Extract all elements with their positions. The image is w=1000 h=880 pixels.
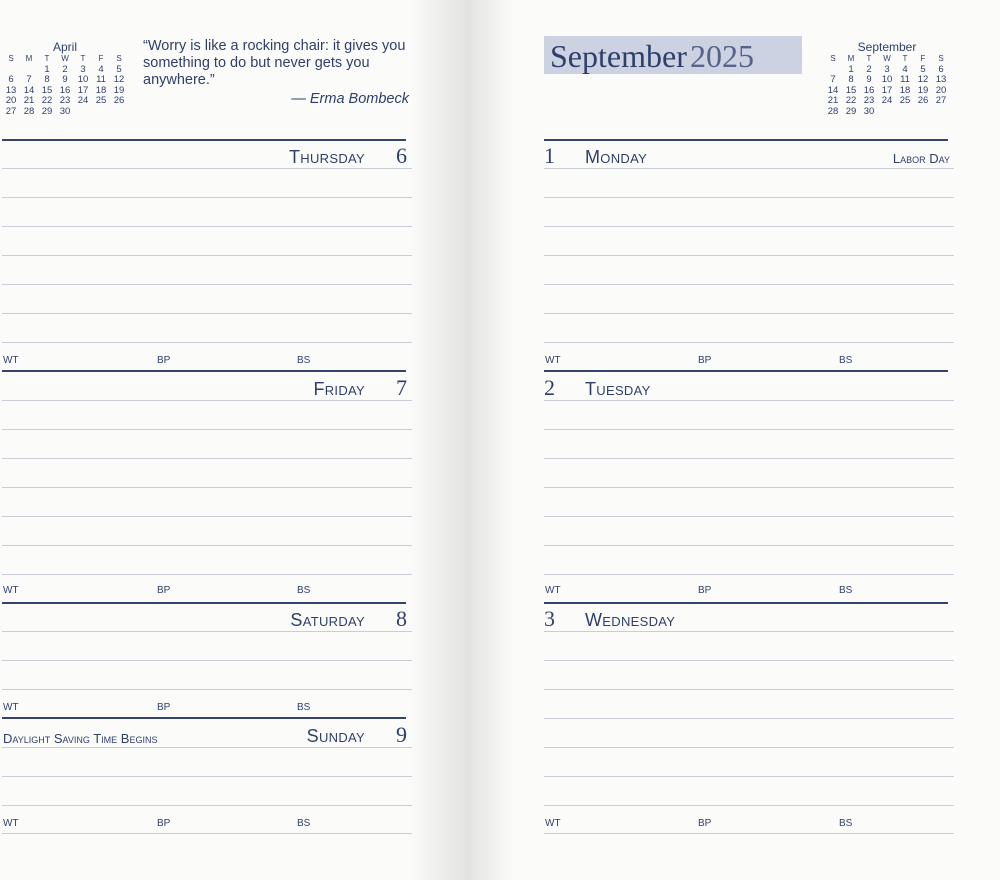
ruled-line bbox=[2, 226, 412, 227]
ruled-line bbox=[544, 168, 954, 169]
calendar-date: 12 bbox=[917, 74, 929, 85]
calendar-date: 16 bbox=[863, 84, 875, 96]
ruled-line bbox=[2, 805, 412, 806]
calendar-date: 9 bbox=[866, 74, 872, 85]
ruled-line bbox=[544, 631, 954, 632]
tracker-bs: BS bbox=[297, 355, 311, 366]
calendar-date: 21 bbox=[23, 95, 35, 106]
tracker-bs: BS bbox=[297, 818, 311, 829]
ruled-line bbox=[544, 776, 954, 777]
calendar-date: 9 bbox=[62, 74, 68, 85]
ruled-line bbox=[544, 313, 954, 314]
ruled-line bbox=[2, 689, 412, 690]
ruled-line bbox=[2, 168, 412, 169]
ruled-line bbox=[2, 660, 412, 661]
tracker-bp: BP bbox=[698, 585, 712, 596]
day-name-saturday: Saturday bbox=[290, 610, 365, 630]
day-divider bbox=[2, 139, 406, 141]
calendar-date: 27 bbox=[5, 105, 17, 117]
weekday-header: M bbox=[25, 54, 33, 63]
mini-calendar-month: April bbox=[52, 40, 77, 54]
calendar-date: 10 bbox=[77, 74, 89, 85]
ruled-line bbox=[544, 574, 954, 575]
calendar-date: 4 bbox=[98, 63, 104, 75]
ruled-line bbox=[2, 400, 412, 401]
calendar-date: 26 bbox=[113, 95, 125, 106]
calendar-date: 3 bbox=[884, 63, 890, 75]
calendar-date: 14 bbox=[827, 84, 839, 96]
day-divider bbox=[2, 602, 406, 604]
calendar-date: 17 bbox=[881, 84, 893, 96]
quote-author: — Erma Bombeck bbox=[291, 91, 409, 107]
day-name-monday: Monday bbox=[585, 147, 648, 167]
calendar-date: 19 bbox=[917, 84, 929, 96]
calendar-date: 8 bbox=[44, 74, 50, 85]
calendar-date: 26 bbox=[917, 95, 929, 106]
calendar-date: 30 bbox=[863, 105, 875, 117]
calendar-date: 7 bbox=[830, 74, 836, 85]
tracker-wt: WT bbox=[545, 818, 561, 829]
tracker-bs: BS bbox=[839, 355, 853, 366]
ruled-line bbox=[2, 574, 412, 575]
day-number-8: 8 bbox=[396, 606, 407, 631]
day-divider bbox=[2, 717, 406, 719]
weekday-header: S bbox=[830, 54, 836, 63]
calendar-date: 2 bbox=[866, 63, 872, 75]
calendar-date: 13 bbox=[5, 84, 17, 96]
calendar-date: 15 bbox=[41, 84, 53, 96]
calendar-date: 3 bbox=[80, 63, 86, 75]
calendar-date: 30 bbox=[59, 105, 71, 117]
calendar-date: 6 bbox=[8, 74, 14, 85]
tracker-wt: WT bbox=[545, 355, 561, 366]
weekday-header: S bbox=[8, 54, 14, 63]
quote-text: “Worry is like a rocking chair: it gives you something to do but never gets you anywhere.” bbox=[143, 38, 406, 88]
ruled-line bbox=[544, 400, 954, 401]
weekday-header: W bbox=[883, 54, 891, 63]
ruled-line bbox=[544, 718, 954, 719]
calendar-date: 11 bbox=[96, 74, 106, 85]
weekday-header: F bbox=[920, 54, 926, 63]
calendar-date: 21 bbox=[827, 95, 839, 106]
tracker-bs: BS bbox=[297, 585, 311, 596]
tracker-wt: WT bbox=[3, 702, 19, 713]
ruled-line bbox=[544, 833, 954, 834]
tracker-wt: WT bbox=[3, 585, 19, 596]
calendar-date: 28 bbox=[23, 105, 35, 117]
tracker-bp: BP bbox=[157, 702, 171, 713]
mini-calendar-april bbox=[2, 40, 128, 117]
ruled-line bbox=[2, 342, 412, 343]
calendar-date: 27 bbox=[935, 95, 947, 106]
ruled-line bbox=[544, 545, 954, 546]
ruled-line bbox=[544, 342, 954, 343]
calendar-date: 17 bbox=[77, 84, 89, 96]
ruled-line bbox=[2, 284, 412, 285]
ruled-line bbox=[544, 197, 954, 198]
tracker-bp: BP bbox=[157, 355, 171, 366]
ruled-line bbox=[2, 776, 412, 777]
calendar-date: 8 bbox=[848, 74, 854, 85]
day-divider bbox=[2, 370, 406, 372]
ruled-line bbox=[544, 458, 954, 459]
day-number-3: 3 bbox=[544, 606, 555, 631]
weekday-header: T bbox=[44, 54, 50, 63]
calendar-date: 5 bbox=[920, 63, 926, 75]
ruled-line bbox=[544, 429, 954, 430]
calendar-date: 13 bbox=[935, 74, 947, 85]
tracker-bs: BS bbox=[839, 585, 853, 596]
tracker-bp: BP bbox=[698, 818, 712, 829]
weekday-header: T bbox=[80, 54, 86, 63]
ruled-line bbox=[544, 487, 954, 488]
day-name-thursday: Thursday bbox=[289, 147, 365, 167]
calendar-date: 29 bbox=[845, 105, 857, 117]
right-page bbox=[470, 0, 1000, 880]
ruled-line bbox=[544, 689, 954, 690]
day-number-7: 7 bbox=[396, 375, 407, 400]
spine-shadow bbox=[470, 0, 515, 880]
calendar-date: 5 bbox=[116, 63, 122, 75]
ruled-line bbox=[544, 805, 954, 806]
calendar-date: 22 bbox=[41, 95, 53, 106]
ruled-line bbox=[2, 516, 412, 517]
calendar-date: 18 bbox=[95, 84, 107, 96]
mini-calendar-september bbox=[824, 40, 950, 117]
day-number-6: 6 bbox=[396, 143, 407, 168]
calendar-date: 6 bbox=[938, 63, 944, 75]
ruled-line bbox=[544, 255, 954, 256]
calendar-date: 12 bbox=[113, 74, 125, 85]
calendar-date: 7 bbox=[26, 74, 32, 85]
day-name-tuesday: Tuesday bbox=[585, 379, 651, 399]
holiday-label: Daylight Saving Time Begins bbox=[3, 731, 158, 746]
tracker-bp: BP bbox=[157, 585, 171, 596]
spine-shadow bbox=[410, 0, 470, 880]
tracker-bp: BP bbox=[698, 355, 712, 366]
calendar-date: 18 bbox=[899, 84, 911, 96]
holiday-label: Labor Day bbox=[892, 151, 950, 166]
calendar-date: 1 bbox=[848, 63, 854, 75]
ruled-line bbox=[2, 255, 412, 256]
tracker-bs: BS bbox=[297, 702, 311, 713]
weekday-header: T bbox=[902, 54, 908, 63]
mini-calendar-grid bbox=[2, 54, 128, 117]
day-name-wednesday: Wednesday bbox=[585, 610, 676, 630]
ruled-line bbox=[2, 833, 412, 834]
weekday-header: F bbox=[98, 54, 104, 63]
mini-calendar-month: September bbox=[857, 40, 917, 54]
calendar-date: 24 bbox=[881, 95, 893, 106]
calendar-date: 16 bbox=[59, 84, 71, 96]
day-number-9: 9 bbox=[396, 722, 407, 747]
left-page bbox=[0, 0, 470, 880]
ruled-line bbox=[544, 660, 954, 661]
calendar-date: 20 bbox=[5, 95, 17, 106]
ruled-line bbox=[2, 487, 412, 488]
tracker-bs: BS bbox=[839, 818, 853, 829]
weekday-header: S bbox=[116, 54, 122, 63]
month-title: September bbox=[550, 38, 687, 74]
calendar-date: 25 bbox=[899, 95, 911, 106]
day-divider bbox=[544, 370, 948, 372]
calendar-date: 20 bbox=[935, 84, 947, 96]
ruled-line bbox=[2, 313, 412, 314]
tracker-bp: BP bbox=[157, 818, 171, 829]
calendar-date: 4 bbox=[902, 63, 908, 75]
calendar-date: 10 bbox=[881, 74, 893, 85]
tracker-wt: WT bbox=[3, 355, 19, 366]
ruled-line bbox=[544, 747, 954, 748]
calendar-date: 14 bbox=[23, 84, 35, 96]
ruled-line bbox=[2, 458, 412, 459]
ruled-line bbox=[2, 747, 412, 748]
day-number-1: 1 bbox=[544, 143, 555, 168]
weekday-header: W bbox=[61, 54, 69, 63]
calendar-date: 25 bbox=[95, 95, 107, 106]
tracker-wt: WT bbox=[3, 818, 19, 829]
ruled-line bbox=[544, 516, 954, 517]
day-divider bbox=[544, 602, 948, 604]
ruled-line bbox=[2, 545, 412, 546]
calendar-date: 2 bbox=[62, 63, 68, 75]
weekday-header: S bbox=[938, 54, 944, 63]
calendar-date: 1 bbox=[44, 63, 50, 75]
daily-quote bbox=[143, 38, 409, 108]
calendar-date: 23 bbox=[863, 95, 875, 106]
day-name-friday: Friday bbox=[313, 379, 365, 399]
calendar-date: 29 bbox=[41, 105, 53, 117]
day-number-2: 2 bbox=[544, 375, 555, 400]
ruled-line bbox=[544, 284, 954, 285]
day-divider bbox=[544, 139, 948, 141]
weekday-header: M bbox=[847, 54, 855, 63]
weekday-header: T bbox=[866, 54, 872, 63]
calendar-date: 23 bbox=[59, 95, 71, 106]
mini-calendar-grid bbox=[824, 54, 950, 117]
ruled-line bbox=[544, 226, 954, 227]
ruled-line bbox=[2, 197, 412, 198]
month-header bbox=[544, 36, 802, 74]
day-name-sunday: Sunday bbox=[306, 726, 365, 746]
tracker-wt: WT bbox=[545, 585, 561, 596]
calendar-date: 11 bbox=[900, 74, 910, 85]
calendar-date: 24 bbox=[77, 95, 89, 106]
calendar-date: 15 bbox=[845, 84, 857, 96]
calendar-date: 22 bbox=[845, 95, 857, 106]
calendar-date: 19 bbox=[113, 84, 125, 96]
year-title: 2025 bbox=[690, 38, 754, 74]
ruled-line bbox=[2, 429, 412, 430]
calendar-date: 28 bbox=[827, 105, 839, 117]
ruled-line bbox=[2, 631, 412, 632]
